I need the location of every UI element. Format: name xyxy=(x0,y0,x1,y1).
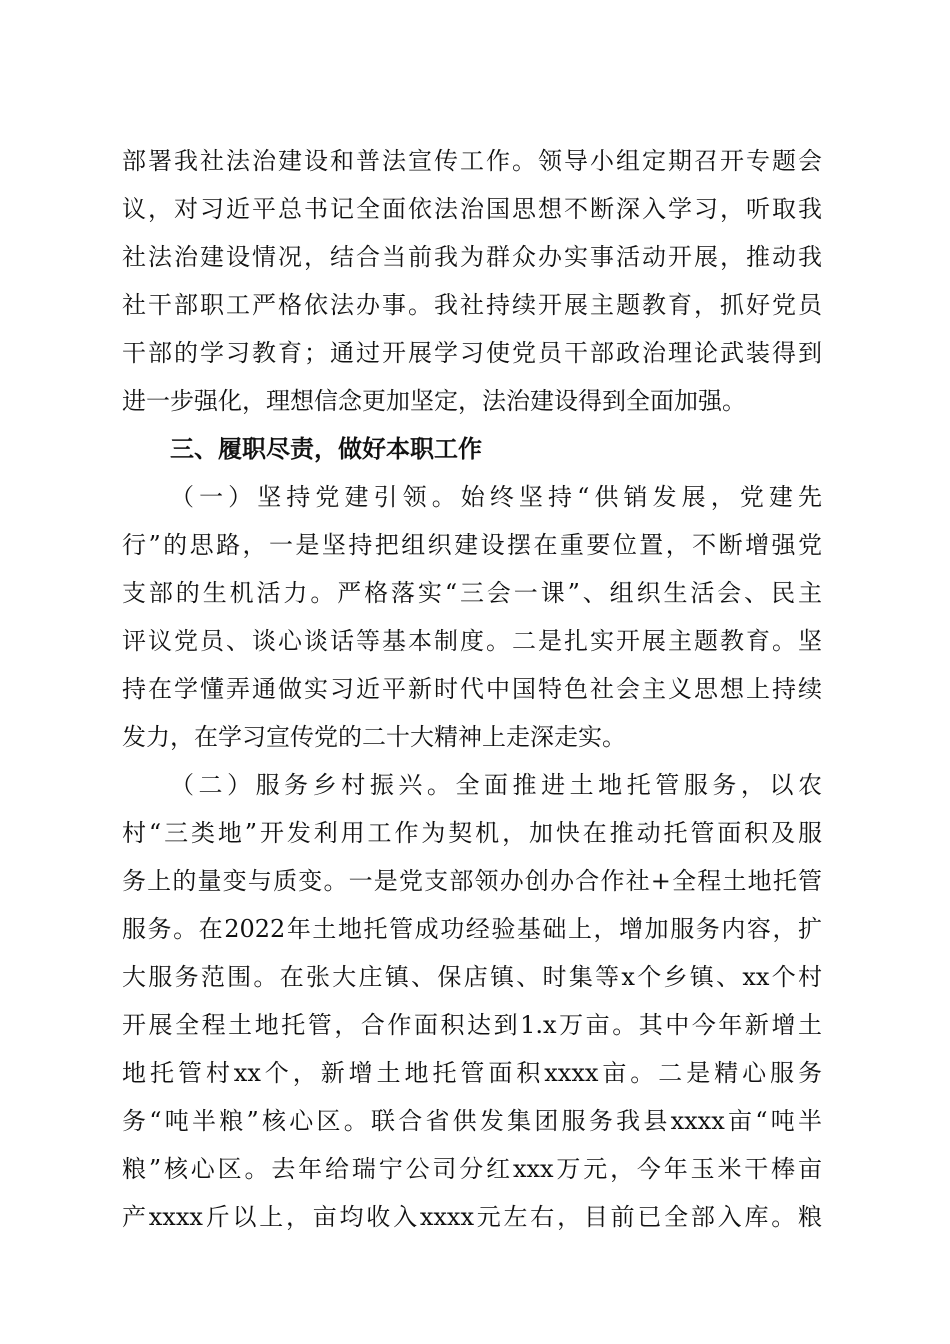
paragraph-line: 行”的思路，一是坚持把组织建设摆在重要位置，不断增强党 xyxy=(122,531,822,559)
paragraph-line: 议，对习近平总书记全面依法治国思想不断深入学习，听取我 xyxy=(122,195,822,223)
paragraph-line: 粮”核心区。去年给瑞宁公司分红xxx万元，今年玉米干棒亩 xyxy=(122,1155,822,1183)
paragraph-line: 社干部职工严格依法办事。我社持续开展主题教育，抓好党员 xyxy=(122,291,822,319)
paragraph-line: （一）坚持党建引领。始终坚持“供销发展，党建先 xyxy=(170,483,822,511)
paragraph-line: 大服务范围。在张大庄镇、保店镇、时集等x个乡镇、xx个村 xyxy=(122,963,822,991)
paragraph-line: 发力，在学习宣传党的二十大精神上走深走实。 xyxy=(122,723,626,751)
section-heading: 三、履职尽责，做好本职工作 xyxy=(170,434,482,463)
paragraph-line: （二）服务乡村振兴。全面推进土地托管服务，以农 xyxy=(170,771,822,799)
paragraph-line: 干部的学习教育；通过开展学习使党员干部政治理论武装得到 xyxy=(122,339,822,367)
paragraph-line: 评议党员、谈心谈话等基本制度。二是扎实开展主题教育。坚 xyxy=(122,627,822,655)
paragraph-line: 部署我社法治建设和普法宣传工作。领导小组定期召开专题会 xyxy=(122,147,822,175)
paragraph-line: 产xxxx斤以上，亩均收入xxxx元左右，目前已全部入库。粮 xyxy=(122,1203,822,1231)
paragraph-line: 社法治建设情况，结合当前我为群众办实事活动开展，推动我 xyxy=(122,243,822,271)
paragraph-line: 进一步强化，理想信念更加坚定，法治建设得到全面加强。 xyxy=(122,387,746,415)
paragraph-line: 开展全程土地托管，合作面积达到1.x万亩。其中今年新增土 xyxy=(122,1011,822,1039)
paragraph-line: 村“三类地”开发利用工作为契机，加快在推动托管面积及服 xyxy=(122,819,822,847)
paragraph-line: 地托管村xx个，新增土地托管面积xxxx亩。二是精心服务 xyxy=(122,1059,822,1087)
paragraph-line: 持在学懂弄通做实习近平新时代中国特色社会主义思想上持续 xyxy=(122,675,822,703)
paragraph-line: 务上的量变与质变。一是党支部领办创办合作社+全程土地托管 xyxy=(122,867,822,895)
paragraph-line: 服务。在2022年土地托管成功经验基础上，增加服务内容，扩 xyxy=(122,915,822,943)
paragraph-line: 务“吨半粮”核心区。联合省供发集团服务我县xxxx亩“吨半 xyxy=(122,1107,822,1135)
paragraph-line: 支部的生机活力。严格落实“三会一课”、组织生活会、民主 xyxy=(122,579,822,607)
